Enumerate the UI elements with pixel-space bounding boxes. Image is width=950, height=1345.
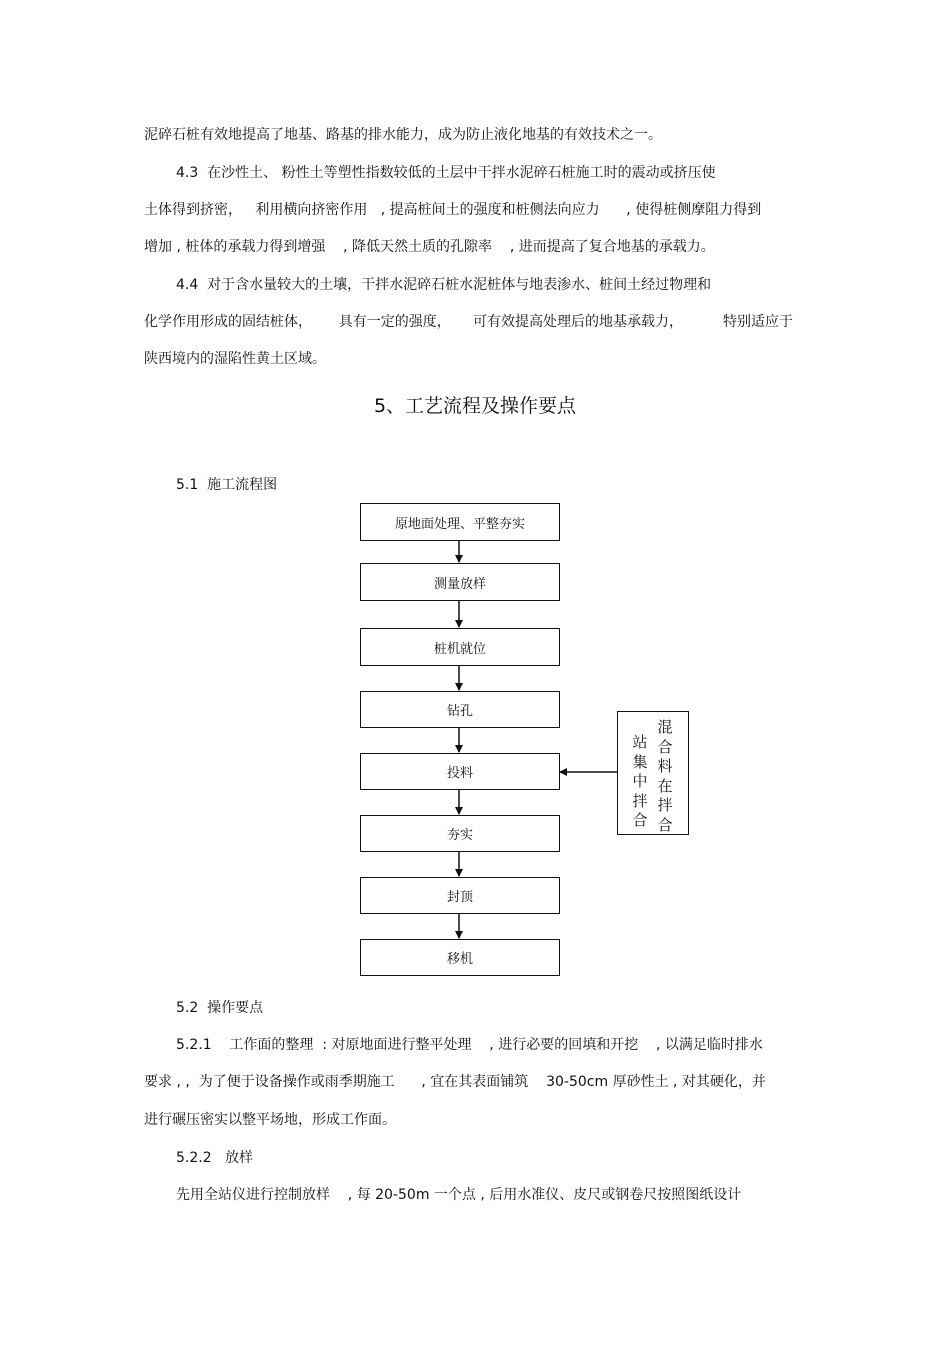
flow-step-capping	[360, 877, 560, 914]
subsection-5-2-2: 5.2.2 放样	[176, 1150, 253, 1166]
subsection-5-1: 5.1 施工流程图	[176, 477, 278, 493]
flow-step-survey	[360, 563, 560, 601]
subsection-5-2: 5.2 操作要点	[176, 1000, 264, 1016]
paragraph-4-3-line-1: 4.3 在沙性土、 粉性土等塑性指数较低的土层中干拌水泥碎石桩施工时的震动或挤压使	[176, 165, 716, 181]
paragraph-5-2-1-line-2: 要求 , , 为了便于设备操作或雨季期施工 , 宜在其表面铺筑 30-50cm 厚砂性土 , 对其硬化，并	[144, 1074, 766, 1090]
section-heading: 5、工艺流程及操作要点	[373, 395, 577, 417]
flow-step-label: 夯实	[446, 828, 473, 843]
flow-step-label: 移机	[446, 952, 473, 967]
flow-step-move-machine	[360, 939, 560, 976]
flow-step-ground-treatment	[360, 503, 560, 541]
paragraph-5-2-2-line-1: 先用全站仪进行控制放样 , 每 20-50m 一个点 , 后用水准仪、皮尺或钢卷尺按照图纸设计	[176, 1187, 742, 1203]
side-box-text-right: 混合料在拌合	[657, 718, 673, 834]
flow-step-pile-machine	[360, 628, 560, 666]
flow-step-feeding	[360, 753, 560, 790]
flow-step-label: 封顶	[446, 890, 473, 905]
paragraph-4-3-line-3: 增加 , 桩体的承载力得到增强 , 降低天然土质的孔隙率 , 进而提高了复合地基的承载力。	[144, 239, 715, 255]
paragraph-4-4-line-1: 4.4 对于含水量较大的土壤，干拌水泥碎石桩水泥桩体与地表渗水、桩间土经过物理和	[176, 277, 712, 293]
flow-step-label: 原地面处理、平整夯实	[394, 516, 525, 532]
side-box-text-left: 站集中拌合	[632, 733, 648, 829]
flow-step-label: 桩机就位	[433, 641, 486, 657]
paragraph-4-4-line-2: 化学作用形成的固结桩体， 具有一定的强度， 可有效提高处理后的地基承载力， 特别适应于	[144, 314, 794, 330]
paragraph-5-2-1-line-1: 5.2.1 工作面的整理 : 对原地面进行整平处理 , 进行必要的回填和开挖 , 以满足临时排水	[176, 1037, 763, 1053]
flow-side-box-mixing-station	[617, 711, 689, 835]
paragraph-line-1: 泥碎石桩有效地提高了地基、路基的排水能力，成为防止液化地基的有效技术之一。	[144, 127, 662, 143]
flow-step-compaction	[360, 815, 560, 852]
paragraph-4-4-line-3: 陕西境内的湿陷性黄土区域。	[144, 351, 326, 367]
flow-step-drilling	[360, 691, 560, 728]
flow-step-label: 投料	[446, 766, 473, 781]
paragraph-4-3-line-2: 土体得到挤密， 利用横向挤密作用 , 提高桩间土的强度和桩侧法向应力 , 使得桩侧摩阻力得到	[144, 202, 762, 218]
paragraph-5-2-1-line-3: 进行碾压密实以整平场地，形成工作面。	[144, 1112, 396, 1128]
flow-step-label: 测量放样	[433, 576, 486, 592]
flow-step-label: 钻孔	[446, 704, 473, 719]
